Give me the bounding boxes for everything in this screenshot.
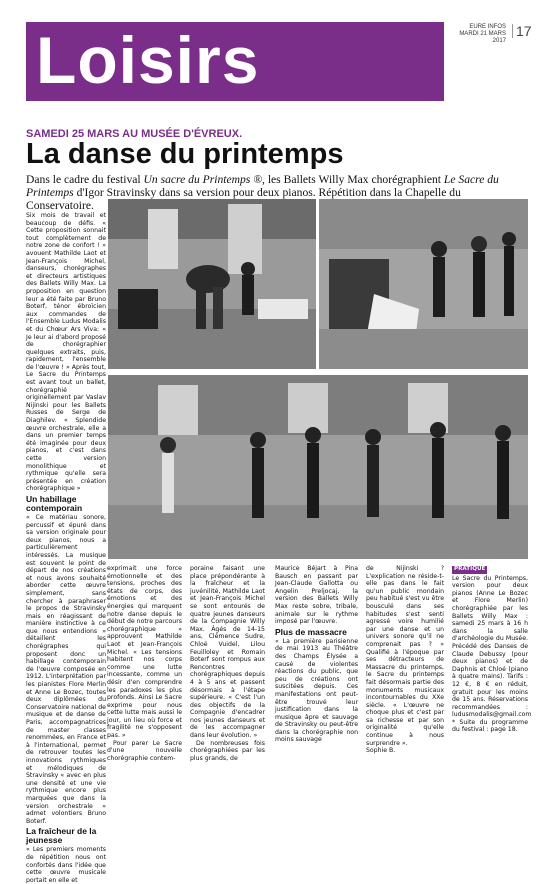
paragraph: de Nijinski ? L'explication ne réside-t-elle pas dans le fait qu'un public mondain peu habitué s'est vu être bousculé dans ses habitudes s'est senti agressé voire humilié par une danse et un univers sonore qu'il ne comprenait pas ? » Qualifié à l'époque par ses détracteurs de Massacre du printemps, le Sacre du printemps fait désormais partie des monuments musicaux incontournables du XXe siècle. « L'œuvre ne choque plus et c'est par sa richesse et par son originalité qu'elle continue à nous surprendre ». [366,565,444,747]
rehearsal-photo-1 [108,199,316,369]
subheading: Un habillage contemporain [26,493,83,513]
paragraph: Maurice Béjart à Pina Bausch en passant par Jean-Claude Gallotta ou Angelin Preljocaj, la version des Ballets Willy Max reste sobre, tribale, animale sur le rythme imposé par l'œuvre. [275,565,358,626]
rehearsal-photo-2 [319,199,528,369]
festival-name: Un sacre du Printemps ® [143,173,263,186]
headline: La danse du printemps [26,138,344,170]
section-title: Loisirs [36,23,260,97]
practical-tag: PRATIQUE [454,566,486,572]
paragraph: « La première parisienne de mai 1913 au Théâtre des Champs Élysée a causé de violentes réactions du public, que peu de créations ont suscitées depuis. Ces manifestations ont peut-être trouvé leur justification dans la musique âpre et sauvage de Stravinsky ou peut-être dans la chorégraphie non moins sauvage [275,637,358,744]
paragraph: poraine faisant une place prépondérante à la fraîcheur et la juvénilité, Mathilde Laot et Jean-François Michel se sont entourés de quatre jeunes danseurs de la Compagnie Willy Max. Âgés de 14-15 ans, Clémence Sudre, Chloé Vuidel, Lilou Feuilloley et Romain Boterf sont rompus aux Rencontres chorégraphiques depuis 4 à 5 ans et passent désormais à l'étape supérieure. « C'est l'un des objectifs de la Compagnie d'encadrer nos jeunes danseurs et de les accompagner dans leur évolution. » [190,565,265,740]
paragraph: Six mois de travail et beaucoup de défis. « Cette proposition sonnait tout complètement de notre zone de confort ! » avouent Mathilde Laot et Jean-François Michel, danseurs, chorégraphes et directeurs artistiques des Ballets Willy Max. La proposition en question leur a été faite par Bruno Boterf, ténor ébroïcien aux commandes de l'Ensemble Ludus Modalis et du Chœur Ars Viva: « Je leur ai d'abord proposé de chorégraphier quelques extraits, puis, rapidement, l'ensemble de l'œuvre ! » Après tout, Le Sacre du Printemps est avant tout un ballet, chorégraphié originellement par Vaslav Nijinski pour les Ballets Russes de Serge de Diaghilev. « Splendide œuvre orchestrale, elle a dans un premier temps été imaginée pour deux pianos, et c'est dans cette version monolithique et rythmique qu'elle sera présentée en création chorégraphique » [26,212,106,493]
article-column-5 [366,565,444,755]
kicker: SAMEDI 25 MARS AU MUSÉE D'ÉVREUX. [26,128,243,140]
masthead [446,24,506,45]
author-signature: Sophie B. [366,747,396,755]
lead-text: d'Igor Stravinsky dans sa version pour deux pianos. Répétition dans la Chapelle du Conservatoire. [26,186,461,212]
work-title: Le Sacre du Printemps [26,173,499,199]
paragraph: « Ce matériau sonore, percussif et épuré dans sa version originale pour deux pianos, nous a particulièrement intéressés. La musique est souvent le point de départ de nos créations et nous avons souhaité aborder cette œuvre simplement, sans chercher à paraphraser le propos de Stravinsky mais en réagissant de manière instinctive à ce que nous entendions » détaillent les chorégraphes qui proposent donc un habillage contemporain de l'œuvre composée en 1912. L'interprétation par les pianistes Flore Merlin et Anne Le Bozec, toutes deux diplômées du Conservatoire national de musique et de danse de Paris, accompagnatrices de master classes renommées, en France et à l'international, permet de retrouver toutes les innovations rythmiques et mélodiques de Stravinsky « avec en plus une densité et une vie rythmique encore plus marquées que dans la version orchestrale » admet volontiers Bruno Boterf. [26,513,106,825]
paragraph: « Les premiers moments de répétition nous ont confortés dans l'idée que cette œuvre musicale portait en elle et [26,846,106,884]
paragraph: * Suite du programme du festival : page 18. [452,718,528,734]
article-column-1 [26,212,106,884]
paragraph: exprimait une force émotionnelle et des tensions, proches des états de corps, des émotions et des énergies qui marquent notre danse depuis le début de notre parcours chorégraphique » approuvent Mathilde Laot et Jean-François Michel. « Les tensions habitent nos corps comme une lutte incessante, comme un désir d'en comprendre les paradoxes les plus profonds. Ainsi Le Sacre exprime pour nous cette lutte mais aussi le jour, un lieu où force et fragilité ne s'opposent pas. » [107,565,182,740]
lead-text: Dans le cadre du festival [26,173,144,186]
page-number: 17 [512,24,532,38]
issue-date: MARDI 21 MARS 2017 [459,31,506,44]
paragraph: De nombreuses fois chorégraphiées par les plus grands, de [190,739,265,762]
rehearsal-photo-3 [108,375,528,559]
practical-info [452,565,532,734]
article-column-4 [275,565,358,744]
article-column-3 [190,565,265,762]
lead-text: , les Ballets Willy Max chorégraphient [262,173,444,186]
subheading: La fraîcheur de la jeunesse [26,826,97,846]
paragraph: Le Sacre du Printemps, version pour deux pianos (Anne Le Bozec et Flore Merlin) chorégraphiée par les Ballets Willy Max : samedi 25 mars à 16 h dans la salle d'archéologie du Musée. Précédé des Danses de Claude Debussy (pour deux pianos) et de Daphnis et Chloé (piano à quatre mains). Tarifs : 12 €, 8 € en réduit, gratuit pour les moins de 15 ans. Réservations recommandées : ludusmodalis@gmail.com [452,574,532,719]
subheading: Plus de massacre [275,626,347,637]
article-column-2 [107,565,182,762]
paper-name: EURE INFOS [469,24,506,30]
paragraph: Pour parer Le Sacre d'une nouvelle chorégraphie contem- [107,739,182,762]
